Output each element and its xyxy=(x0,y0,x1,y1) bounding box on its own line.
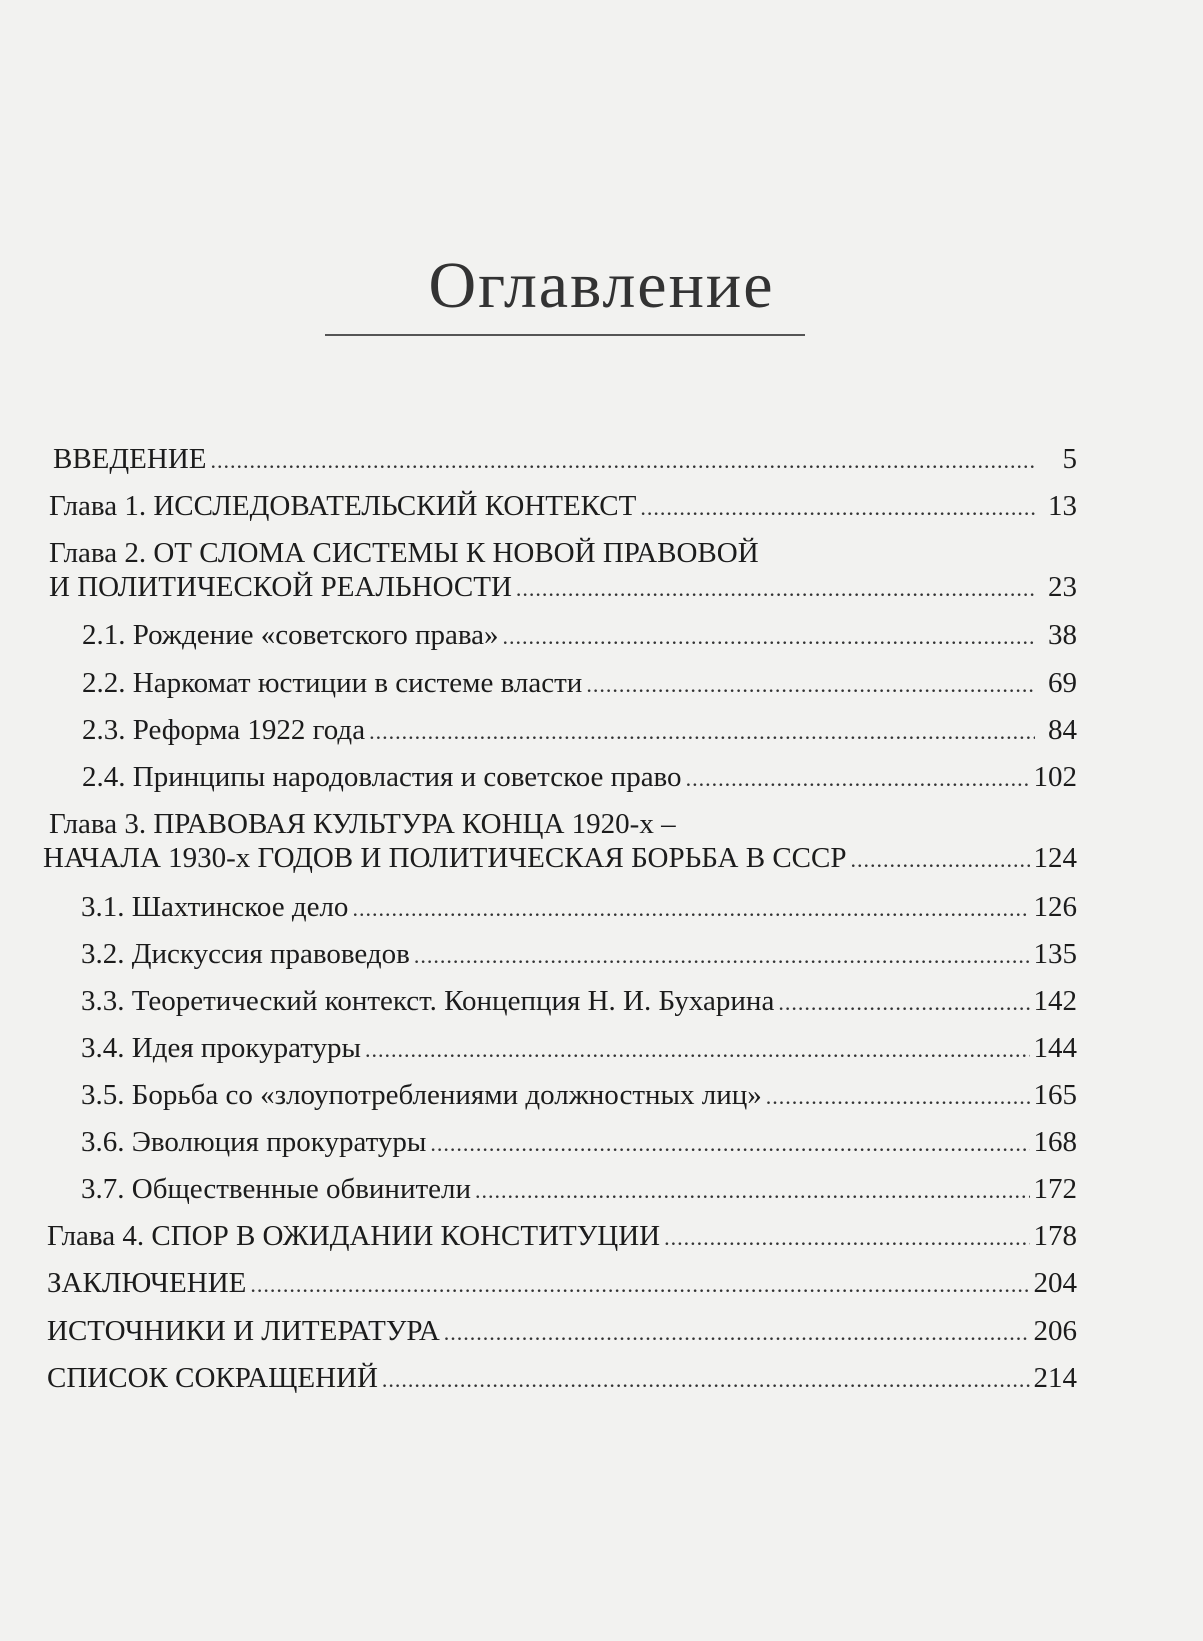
dot-leader xyxy=(250,1268,1029,1302)
toc-entry-label: 3.5. Борьба со «злоупотреблениями должностных лиц» xyxy=(81,1079,762,1111)
toc-entry-label: 3.6. Эволюция прокуратуры xyxy=(81,1126,427,1158)
toc-entry-3-2[interactable] xyxy=(47,937,1077,973)
toc-entry-page: 135 xyxy=(1033,938,1077,970)
toc-entry-3-7[interactable] xyxy=(47,1172,1077,1208)
dot-leader xyxy=(586,668,1035,702)
toc-entry-page: 126 xyxy=(1033,891,1077,923)
toc-entry-label: Глава 4. СПОР В ОЖИДАНИИ КОНСТИТУЦИИ xyxy=(47,1220,661,1252)
toc-entry-page: 172 xyxy=(1033,1173,1077,1205)
dot-leader xyxy=(766,1080,1030,1114)
toc-entry-page: 124 xyxy=(1033,842,1077,874)
dot-leader xyxy=(369,715,1035,749)
toc-entry-label: 2.4. Принципы народовластия и советское право xyxy=(82,761,682,793)
toc-entry-page: 142 xyxy=(1033,985,1077,1017)
dot-leader xyxy=(778,986,1029,1020)
toc-entry-label: ИСТОЧНИКИ И ЛИТЕРАТУРА xyxy=(47,1315,440,1347)
toc-entry-page: 5 xyxy=(1062,443,1077,475)
toc-entry-page: 102 xyxy=(1033,761,1077,793)
toc-entry-sources[interactable] xyxy=(47,1314,1077,1350)
toc-entry-label: СПИСОК СОКРАЩЕНИЙ xyxy=(47,1362,378,1394)
dot-leader xyxy=(382,1363,1030,1397)
dot-leader xyxy=(414,939,1030,973)
toc-entry-chapter-4[interactable] xyxy=(47,1219,1077,1255)
toc-entry-label: 2.2. Наркомат юстиции в системе власти xyxy=(82,667,583,699)
toc-entry-label: 2.1. Рождение «советского права» xyxy=(82,619,499,651)
dot-leader xyxy=(664,1221,1029,1255)
dot-leader xyxy=(516,572,1035,606)
toc-entry-label: 3.2. Дискуссия правоведов xyxy=(81,938,410,970)
toc-entry-label: Глава 1. ИССЛЕДОВАТЕЛЬСКИЙ КОНТЕКСТ xyxy=(49,490,637,522)
dot-leader xyxy=(503,620,1035,654)
toc-entry-label: 2.3. Реформа 1922 года xyxy=(82,714,366,746)
toc-entry-page: 165 xyxy=(1033,1079,1077,1111)
dot-leader xyxy=(352,892,1029,926)
toc-entry-3-5[interactable] xyxy=(47,1078,1077,1114)
toc-entry-2-4[interactable] xyxy=(47,760,1077,796)
toc-entry-2-3[interactable] xyxy=(47,713,1077,749)
title-underline xyxy=(325,334,805,336)
toc-entry-label-line1: Глава 2. ОТ СЛОМА СИСТЕМЫ К НОВОЙ ПРАВОВОЙ xyxy=(49,537,759,569)
toc-entry-label: ЗАКЛЮЧЕНИЕ xyxy=(47,1267,247,1299)
dot-leader xyxy=(640,491,1035,525)
dot-leader xyxy=(430,1127,1029,1161)
toc-entry-label: 3.4. Идея прокуратуры xyxy=(81,1032,362,1064)
toc-entry-page: 144 xyxy=(1033,1032,1077,1064)
toc-entry-label-line2: НАЧАЛА 1930-х ГОДОВ И ПОЛИТИЧЕСКАЯ БОРЬБА В СССР xyxy=(43,842,847,874)
dot-leader xyxy=(850,843,1029,877)
toc-entry-page: 214 xyxy=(1033,1362,1077,1394)
toc-entry-page: 69 xyxy=(1048,667,1077,699)
toc-entry-page: 168 xyxy=(1033,1126,1077,1158)
toc-entry-page: 38 xyxy=(1048,619,1077,651)
toc-entry-abbreviations[interactable] xyxy=(47,1361,1077,1397)
toc-entry-conclusion[interactable] xyxy=(47,1266,1077,1302)
toc-entry-label: 3.7. Общественные обвинители xyxy=(81,1173,471,1205)
dot-leader xyxy=(475,1174,1030,1208)
toc-entry-chapter-3[interactable] xyxy=(43,807,1077,877)
toc-entry-label: 3.1. Шахтинское дело xyxy=(81,891,349,923)
toc-entry-introduction[interactable] xyxy=(47,442,1077,478)
toc-entry-3-1[interactable] xyxy=(47,890,1077,926)
toc-entry-label-line1: Глава 3. ПРАВОВАЯ КУЛЬТУРА КОНЦА 1920-х – xyxy=(49,808,676,840)
toc-entry-page: 84 xyxy=(1048,714,1077,746)
dot-leader xyxy=(686,762,1030,796)
toc-entry-chapter-1[interactable] xyxy=(47,489,1077,525)
toc-entry-2-1[interactable] xyxy=(47,618,1077,654)
toc-entry-3-6[interactable] xyxy=(47,1125,1077,1161)
dot-leader xyxy=(211,444,1036,478)
toc-entry-3-3[interactable] xyxy=(47,984,1077,1020)
toc-entry-page: 178 xyxy=(1033,1220,1077,1252)
toc-entry-page: 13 xyxy=(1048,490,1077,522)
toc-entry-page: 23 xyxy=(1048,571,1077,603)
toc-entry-label: ВВЕДЕНИЕ xyxy=(53,443,207,475)
toc-entry-page: 204 xyxy=(1033,1267,1077,1299)
toc-entry-label: 3.3. Теоретический контекст. Концепция Н. И. Бухарина xyxy=(81,985,775,1017)
toc-entry-chapter-2[interactable] xyxy=(47,536,1077,606)
dot-leader xyxy=(365,1033,1029,1067)
toc-entry-2-2[interactable] xyxy=(47,666,1077,702)
toc-entry-label-line2: И ПОЛИТИЧЕСКОЙ РЕАЛЬНОСТИ xyxy=(49,571,512,603)
page-title: Оглавление xyxy=(428,249,775,322)
dot-leader xyxy=(444,1316,1030,1350)
toc-entry-3-4[interactable] xyxy=(47,1031,1077,1067)
toc-entry-page: 206 xyxy=(1033,1315,1077,1347)
